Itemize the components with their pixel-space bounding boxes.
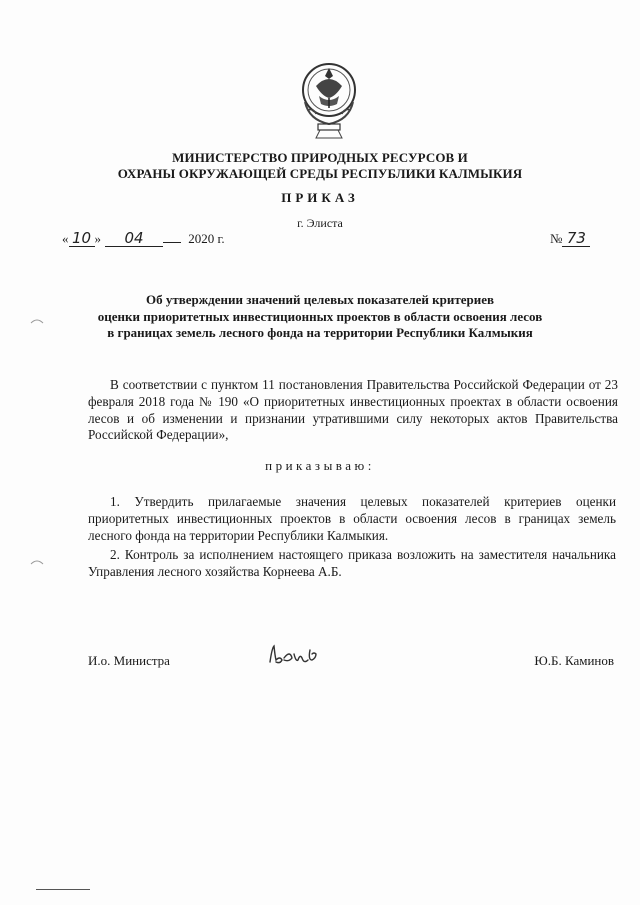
footer-rule (36, 889, 90, 890)
order-item-1-text: 1. Утвердить прилагаемые значения целевых показателей критериев оценки приоритетных инвестиционных проектов в области освоения лесов в границах земель лесного фонда на территории Республики Калмыкия. (88, 494, 616, 543)
order-item-2 (88, 547, 616, 581)
order-number (550, 230, 590, 247)
city: г. Элиста (297, 216, 343, 230)
order-item-2-text: 2. Контроль за исполнением настоящего приказа возложить на заместителя начальника Управления лесного хозяйства Корнеева А.Б. (88, 547, 616, 579)
order-title (56, 292, 584, 342)
signatory-position: И.о. Министра (88, 653, 170, 668)
coat-of-arms-icon (296, 52, 362, 140)
date-open-quote: « (62, 231, 69, 246)
title-line2: оценки приоритетных инвестиционных проектов в области освоения лесов (97, 308, 543, 324)
ministry-name-line2: ОХРАНЫ ОКРУЖАЮЩЕЙ СРЕДЫ РЕСПУБЛИКИ КАЛМЫКИЯ (117, 166, 523, 181)
number-value: 73 (562, 230, 590, 247)
date-year: 2020 г. (188, 231, 225, 246)
signatory-name: Ю.Б. Каминов (534, 653, 614, 668)
order-item-1 (88, 494, 616, 544)
document-type: ПРИКАЗ (281, 190, 359, 205)
preamble-paragraph (88, 377, 618, 444)
order-date (62, 230, 225, 247)
date-underline (163, 242, 181, 243)
date-day: 10 (69, 230, 95, 247)
order-word: приказываю: (265, 458, 375, 473)
hole-punch-mark (30, 559, 44, 565)
title-line1: Об утверждении значений целевых показателей критериев (145, 292, 495, 307)
preamble-text: В соответствии с пунктом 11 постановления Правительства Российской Федерации от 23 февраля 2018 года № 190 «О приоритетных инвестиционных проектах в области освоения лесов и об изменении и признании утратившими силу некоторых актов Правительства Российской Федерации», (88, 377, 618, 443)
hole-punch-mark (30, 318, 44, 324)
title-line3: в границах земель лесного фонда на территории Республики Калмыкия (107, 325, 533, 340)
date-close-quote: » (94, 231, 101, 246)
handwritten-signature (264, 640, 344, 670)
number-label: № (550, 231, 563, 246)
date-month: 04 (105, 230, 163, 247)
ministry-name-line1: МИНИСТЕРСТВО ПРИРОДНЫХ РЕСУРСОВ И (172, 150, 468, 165)
